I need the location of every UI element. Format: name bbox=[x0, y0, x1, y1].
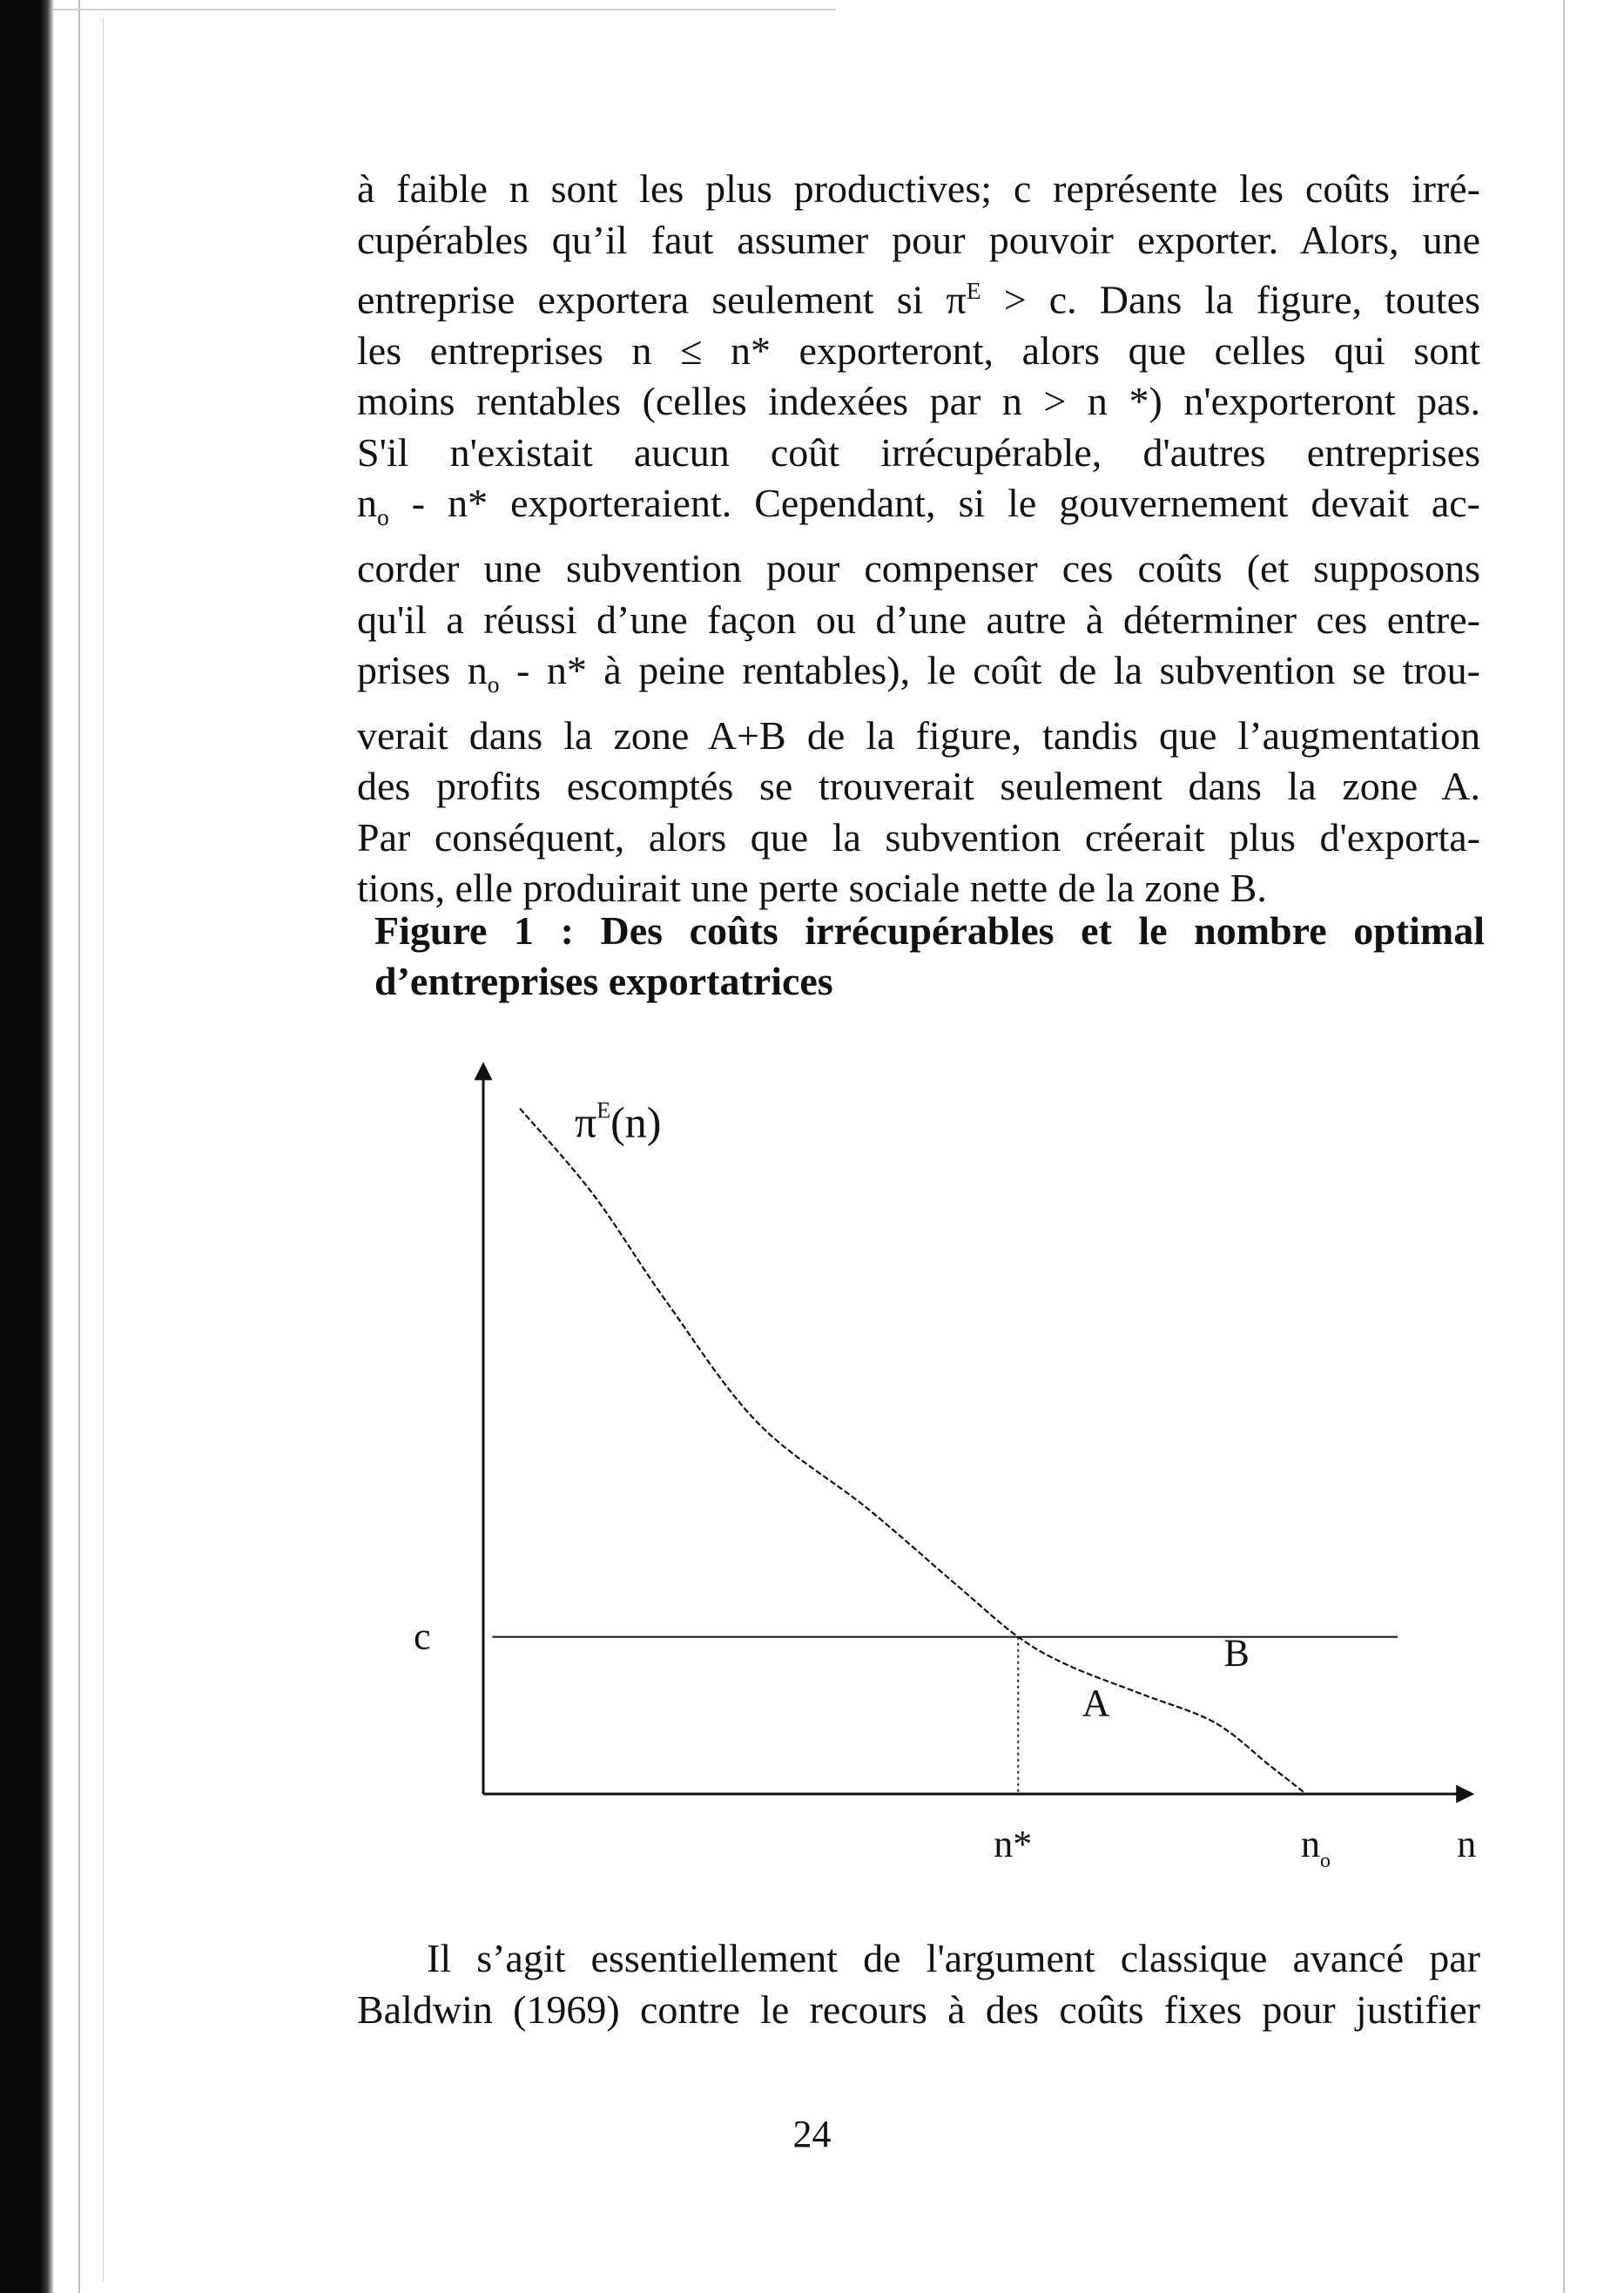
curve-label bbox=[575, 1098, 661, 1147]
x-marker-label-n-o bbox=[1301, 1823, 1331, 1872]
x-axis-label-n: n bbox=[1457, 1823, 1477, 1865]
text-fragment: - n* exporteraient. Cependant, si le gouvernement devait ac- bbox=[388, 481, 1480, 526]
text-line: les entreprises n ≤ n* exporteront, alors que celles qui sont bbox=[357, 327, 1480, 373]
subscript: o bbox=[377, 503, 389, 531]
text-line: qu'il a réussi d’une façon ou d’une autre à déterminer ces entre- bbox=[357, 597, 1480, 642]
page-edge-left-inner bbox=[103, 17, 104, 2282]
page-edge-right bbox=[1563, 0, 1565, 2293]
body-paragraph-2 bbox=[357, 1933, 1480, 2035]
text-fragment: entreprise exportera seulement si π bbox=[357, 277, 967, 322]
text-line bbox=[357, 645, 1480, 711]
text-line: tions, elle produirait une perte sociale nette de la zone B. bbox=[357, 866, 1267, 911]
text-fragment: > c. Dans la figure, toutes bbox=[980, 277, 1480, 322]
curve-label-sup: E bbox=[596, 1097, 611, 1123]
text-line: Baldwin (1969) contre le recours à des coûts fixes pour justifier bbox=[357, 1986, 1480, 2032]
figure-title bbox=[374, 906, 1485, 1007]
subscript: o bbox=[487, 671, 500, 698]
chart-svg bbox=[414, 1045, 1477, 1898]
body-paragraph-1 bbox=[357, 164, 1480, 914]
text-line: Il s’agit essentiellement de l'argument classique avancé par bbox=[427, 1936, 1480, 1980]
curve-label-rest: (n) bbox=[610, 1097, 662, 1147]
text-line: moins rentables (celles indexées par n > n *) n'exporteront pas. bbox=[357, 379, 1480, 424]
figure-title-line: Figure 1 : Des coûts irrécupérables et le nombre optimal bbox=[374, 908, 1485, 953]
page-number: 24 bbox=[792, 2113, 832, 2155]
text-line: Par conséquent, alors que la subvention créerait plus d'exporta- bbox=[357, 814, 1480, 860]
text-fragment: n bbox=[357, 481, 377, 526]
book-binding-shadow bbox=[0, 0, 54, 2293]
x-marker-label-sub-o: o bbox=[1320, 1850, 1331, 1872]
region-label-a: A bbox=[1082, 1681, 1110, 1724]
page-edge-top bbox=[52, 9, 836, 10]
y-marker-label-c: c bbox=[414, 1615, 431, 1658]
page-edge-left bbox=[78, 0, 80, 2293]
text-line: S'il n'existait aucun coût irrécupérable, d'autres entreprises bbox=[357, 429, 1480, 475]
text-fragment: - n* à peine rentables), le coût de la subvention se trou- bbox=[499, 648, 1480, 693]
superscript: E bbox=[966, 277, 981, 304]
x-marker-label-n: n bbox=[1301, 1823, 1320, 1865]
x-marker-label-n-star: n* bbox=[994, 1823, 1033, 1865]
text-line: des profits escomptés se trouverait seulement dans la zone A. bbox=[357, 764, 1480, 809]
text-line: cupérables qu’il faut assumer pour pouvoir exporter. Alors, une bbox=[357, 217, 1480, 262]
text-line bbox=[357, 478, 1480, 543]
curve-label-pi: π bbox=[575, 1097, 597, 1147]
figure-1-chart bbox=[414, 1045, 1477, 1898]
text-line: verait dans la zone A+B de la figure, tandis que l’augmentation bbox=[357, 712, 1480, 758]
expected-profit-curve bbox=[520, 1109, 1306, 1794]
text-line: à faible n sont les plus productives; c représente les coûts irré- bbox=[357, 166, 1480, 211]
text-line bbox=[357, 266, 1480, 326]
text-line: corder une subvention pour compenser ces coûts (et supposons bbox=[357, 546, 1480, 591]
region-label-b: B bbox=[1223, 1631, 1250, 1675]
figure-title-line: d’entreprises exportatrices bbox=[374, 959, 833, 1003]
text-fragment: prises n bbox=[357, 648, 488, 693]
